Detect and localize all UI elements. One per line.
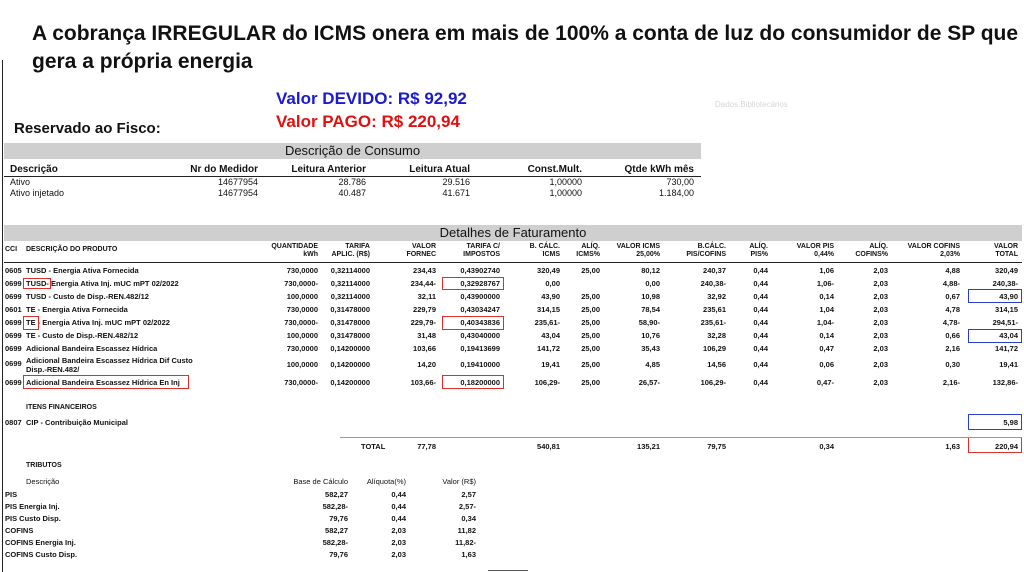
tributos-row-descricao: PIS [5, 490, 18, 499]
row-tarifa-impostos: 0,19413699 [460, 344, 500, 353]
row-bcalc-icms: 141,72 [537, 344, 560, 353]
row-aliq-icms: 25,00 [581, 360, 600, 369]
total-valor-icms: 135,21 [637, 442, 660, 451]
row-quantidade: 730,0000 [286, 344, 318, 353]
row-desc-prefix: TUSD [26, 266, 47, 275]
row-tarifa-aplic: 0,32114000 [330, 292, 370, 301]
row-aliq-pis: 0,44 [753, 266, 768, 275]
consumo-header-const-mult: Const.Mult. [527, 164, 582, 175]
highlight-te-custo-total [968, 329, 1022, 343]
row-bcalc-icms: 43,90 [541, 292, 560, 301]
faturamento-header-aliq-pis-line2: PIS% [750, 251, 768, 258]
row-bcalc-icms: 19,41 [541, 360, 560, 369]
bottom-cut-mark [488, 570, 528, 571]
consumo-header-qtde: Qtde kWh mês [624, 164, 694, 175]
row-aliq-icms: 25,00 [581, 378, 600, 387]
row-quantidade: 730,0000 [286, 266, 318, 275]
row-aliq-pis: 0,44 [753, 378, 768, 387]
tributos-row-base: 582,28- [322, 538, 348, 547]
faturamento-header-descricao: DESCRIÇÃO DO PRODUTO [26, 246, 118, 253]
row-aliq-cofins: 2,03 [873, 331, 888, 340]
total-valor-fornec: 77,78 [417, 442, 436, 451]
row-bcalc-pis: 32,92 [707, 292, 726, 301]
row-valor-cofins: 4,88 [945, 266, 960, 275]
row-desc-line2: Disp.-REN.482/ [26, 365, 80, 374]
faturamento-header-tarifa-impostos-line2: IMPOSTOS [463, 251, 500, 258]
faturamento-header-aliq-icms-line1: ALÍQ. [581, 243, 600, 250]
row-desc-suffix: - Custo de Disp.-REN.482/12 [35, 331, 139, 340]
row-desc-prefix: Adicional Bandeira Escassez Hídrica En Inj [26, 378, 180, 387]
row-quantidade: 730,0000- [284, 318, 318, 327]
faturamento-header-valor-total-line1: VALOR [994, 243, 1018, 250]
row-valor-cofins: 0,30 [945, 360, 960, 369]
total-bcalc-pis: 79,75 [707, 442, 726, 451]
row-aliq-cofins: 2,03 [873, 266, 888, 275]
row-quantidade: 100,0000 [286, 331, 318, 340]
faturamento-header-cci: CCI [5, 246, 18, 253]
row-aliq-icms: 25,00 [581, 305, 600, 314]
row-valor-total: 132,86- [992, 378, 1018, 387]
row-valor-icms: 35,43 [641, 344, 660, 353]
row-cci: 0601 [5, 305, 22, 314]
row-tarifa-aplic: 0,32114000 [330, 279, 370, 288]
tributos-row-valor: 0,34 [461, 514, 476, 523]
row-valor-pis: 1,04 [819, 305, 834, 314]
total-valor-total: 220,94 [995, 442, 1018, 451]
consumo-row-1-anterior: 28.786 [338, 177, 366, 187]
row-valor-pis: 1,06- [816, 279, 834, 288]
row-valor-fornec: 229,79- [410, 318, 436, 327]
tributos-header-base: Base de Cálculo [293, 477, 348, 486]
row-cci: 0699 [5, 318, 22, 327]
headline-line-1: A cobrança IRREGULAR do ICMS onera em mais de 100% a conta de luz do consumidor de SP que [32, 22, 1019, 45]
row-valor-fornec: 31,48 [417, 331, 436, 340]
cip-desc: CIP - Contribuição Municipal [26, 418, 128, 427]
row-bcalc-icms: 320,49 [537, 266, 560, 275]
row-valor-cofins: 0,67 [945, 292, 960, 301]
row-valor-fornec: 229,79 [413, 305, 436, 314]
highlight-te-inj-tarifa [442, 316, 504, 330]
itens-financeiros-label: ITENS FINANCEIROS [26, 404, 97, 411]
consumo-title: Descrição de Consumo [4, 143, 701, 159]
consumo-header-medidor: Nr do Medidor [190, 164, 258, 175]
row-valor-total: 314,15 [995, 305, 1018, 314]
row-aliq-cofins: 2,03 [873, 344, 888, 353]
row-aliq-pis: 0,44 [753, 292, 768, 301]
highlight-bandeira-inj-tarifa [442, 375, 504, 389]
row-desc [26, 344, 157, 353]
row-valor-fornec: 234,44- [410, 279, 436, 288]
faturamento-header-quantidade-line1: QUANTIDADE [271, 243, 318, 250]
faturamento-header-valor-cofins-line1: VALOR COFINS [907, 243, 960, 250]
row-cci: 0699 [5, 359, 22, 368]
faturamento-header-valor-total-line2: TOTAL [995, 251, 1018, 258]
valor-devido: Valor DEVIDO: R$ 92,92 [276, 89, 467, 108]
faturamento-header-rule [4, 262, 1022, 263]
consumo-row-2-mult: 1,00000 [549, 188, 582, 198]
page-left-border [2, 60, 3, 572]
row-valor-cofins: 2,16 [945, 344, 960, 353]
tributos-row-descricao: COFINS Energia Inj. [5, 538, 76, 547]
row-tarifa-impostos: 0,43900000 [460, 292, 500, 301]
row-desc-prefix: TE [26, 331, 36, 340]
faded-text: Dados Bibliotecários [715, 100, 788, 109]
faturamento-header-valor-icms-line2: 25,00% [636, 251, 660, 258]
consumo-header-leitura-anterior: Leitura Anterior [291, 164, 366, 175]
row-valor-cofins: 4,88- [942, 279, 960, 288]
tributos-row-descricao: PIS Custo Disp. [5, 514, 61, 523]
faturamento-header-valor-fornec-line1: VALOR [412, 243, 436, 250]
valor-pago: Valor PAGO: R$ 220,94 [276, 112, 460, 131]
row-bcalc-pis: 235,61- [700, 318, 726, 327]
row-valor-total: 320,49 [995, 266, 1018, 275]
headline-line-2: gera a própria energia [32, 50, 253, 73]
consumo-row-1-descricao: Ativo [10, 177, 31, 187]
faturamento-title: Detalhes de Faturamento [4, 225, 1022, 241]
row-cci: 0699 [5, 292, 22, 301]
row-valor-fornec: 103,66 [413, 344, 436, 353]
row-desc [26, 266, 139, 275]
row-aliq-cofins: 2,03 [873, 360, 888, 369]
row-tarifa-impostos: 0,43902740 [460, 266, 500, 275]
tributos-row-aliquota: 2,03 [391, 538, 406, 547]
row-valor-cofins: 0,66 [945, 331, 960, 340]
row-valor-cofins: 2,16- [942, 378, 960, 387]
faturamento-header-valor-cofins-line2: 2,03% [940, 251, 960, 258]
row-cci: 0699 [5, 331, 22, 340]
row-desc-suffix: - Energia Ativa Fornecida [35, 305, 128, 314]
total-valor-cofins: 1,63 [945, 442, 960, 451]
tributos-header-valor: Valor (R$) [442, 477, 476, 486]
row-valor-icms: 26,57- [638, 378, 660, 387]
row-tarifa-aplic: 0,31478000 [330, 331, 370, 340]
row-aliq-pis: 0,44 [753, 360, 768, 369]
consumo-row-2-medidor: 14677954 [217, 188, 258, 198]
faturamento-header-valor-icms-line1: VALOR ICMS [616, 243, 660, 250]
row-bcalc-icms: 43,04 [541, 331, 560, 340]
highlight-tusd-inj-tarifa [442, 277, 504, 290]
row-valor-cofins: 4,78 [945, 305, 960, 314]
tributos-row-base: 582,28- [322, 502, 348, 511]
row-valor-fornec: 103,66- [410, 378, 436, 387]
row-desc-prefix: TE [26, 318, 36, 327]
row-desc-suffix: - Energia Ativa Inj. mUC mPT 02/2022 [35, 318, 170, 327]
tributos-row-base: 582,27 [325, 490, 348, 499]
row-aliq-cofins: 2,03 [873, 318, 888, 327]
row-valor-pis: 1,06 [819, 266, 834, 275]
row-valor-pis: 0,47 [819, 344, 834, 353]
row-desc [26, 292, 149, 301]
row-desc-line1: Adicional Bandeira Escassez Hídrica Dif Custo [26, 356, 193, 365]
tributos-row-valor: 11,82 [457, 526, 476, 535]
row-desc-suffix: - Energia Ativa Fornecida [46, 266, 139, 275]
row-valor-total: 43,90 [999, 292, 1018, 301]
row-desc [26, 305, 128, 314]
row-tarifa-aplic: 0,14200000 [330, 344, 370, 353]
consumo-row-1-medidor: 14677954 [217, 177, 258, 187]
row-tarifa-aplic: 0,14200000 [330, 360, 370, 369]
tributos-row-valor: 2,57 [461, 490, 476, 499]
row-valor-pis: 0,47- [816, 378, 834, 387]
consumo-row-1-mult: 1,00000 [549, 177, 582, 187]
row-valor-total: 294,51- [992, 318, 1018, 327]
faturamento-header-aliq-cofins-line1: ALÍQ. [869, 243, 888, 250]
tributos-row-base: 79,76 [329, 514, 348, 523]
highlight-tusd-inj-code [23, 278, 51, 289]
tributos-row-descricao: COFINS Custo Disp. [5, 550, 78, 559]
row-valor-icms: 10,98 [641, 292, 660, 301]
faturamento-header-bcalc-pis-line2: PIS/COFINS [686, 251, 726, 258]
row-bcalc-icms: 0,00 [545, 279, 560, 288]
tributos-row-valor: 1,63 [461, 550, 476, 559]
highlight-te-inj-row-spacer [20, 316, 506, 330]
row-tarifa-aplic: 0,31478000 [330, 305, 370, 314]
row-cci: 0699 [5, 344, 22, 353]
row-valor-fornec: 14,20 [417, 360, 436, 369]
tributos-header-aliquota: Alíquota(%) [366, 477, 406, 486]
faturamento-header-valor-pis-line2: 0,44% [814, 251, 834, 258]
faturamento-header-valor-pis-line1: VALOR PIS [796, 243, 834, 250]
row-valor-pis: 0,14 [819, 331, 834, 340]
tributos-row-descricao: COFINS [5, 526, 34, 535]
row-valor-pis: 0,14 [819, 292, 834, 301]
row-tarifa-impostos: 0,18200000 [460, 378, 500, 387]
row-aliq-icms: 25,00 [581, 292, 600, 301]
row-bcalc-icms: 106,29- [534, 378, 560, 387]
row-quantidade: 730,0000- [284, 378, 318, 387]
row-aliq-pis: 0,44 [753, 344, 768, 353]
row-aliq-cofins: 2,03 [873, 305, 888, 314]
row-bcalc-pis: 32,28 [707, 331, 726, 340]
row-quantidade: 100,0000 [286, 360, 318, 369]
row-valor-icms: 10,76 [641, 331, 660, 340]
faturamento-header-quantidade-line2: kWh [303, 251, 318, 258]
row-valor-icms: 80,12 [641, 266, 660, 275]
faturamento-header-bcalc-pis-line1: B.CÁLC. [697, 243, 726, 250]
headline [32, 20, 1018, 76]
tributos-row-valor: 11,82- [455, 538, 476, 547]
tributos-row-aliquota: 0,44 [391, 514, 406, 523]
faturamento-header-tarifa-aplic-line1: TARIFA [345, 243, 370, 250]
tributos-row-base: 582,27 [325, 526, 348, 535]
row-desc-prefix: TUSD [26, 292, 47, 301]
row-desc-prefix: Adicional Bandeira Escassez Hídrica [26, 344, 158, 353]
row-tarifa-impostos: 0,43040000 [460, 331, 500, 340]
faturamento-header-tarifa-impostos-line1: TARIFA C/ [466, 243, 500, 250]
cip-valor-total: 5,98 [1003, 418, 1018, 427]
reservado-ao-fisco: Reservado ao Fisco: [14, 120, 161, 137]
row-aliq-pis: 0,44 [753, 305, 768, 314]
row-quantidade: 730,0000 [286, 305, 318, 314]
tributos-title: TRIBUTOS [26, 462, 62, 469]
row-bcalc-pis: 240,38- [700, 279, 726, 288]
row-tarifa-aplic: 0,31478000 [330, 318, 370, 327]
total-valor-pis: 0,34 [819, 442, 834, 451]
row-aliq-pis: 0,44 [753, 331, 768, 340]
highlight-bandeira-inj-desc [23, 375, 189, 389]
row-tarifa-impostos: 0,43034247 [460, 305, 500, 314]
row-bcalc-icms: 314,15 [537, 305, 560, 314]
row-desc-suffix: - Energia Ativa Inj. mUC mPT 02/2022 [46, 279, 179, 288]
row-aliq-icms: 25,00 [581, 266, 600, 275]
row-tarifa-aplic: 0,32114000 [330, 266, 370, 275]
faturamento-header-aliq-icms-line2: ICMS% [576, 251, 600, 258]
row-quantidade: 100,0000 [286, 292, 318, 301]
row-aliq-icms: 25,00 [581, 331, 600, 340]
consumo-header-descricao: Descrição [10, 164, 58, 175]
consumo-row-1-atual: 29.516 [442, 177, 470, 187]
row-bcalc-pis: 106,29 [703, 344, 726, 353]
row-bcalc-pis: 106,29- [700, 378, 726, 387]
faturamento-header-bcalc-icms-line1: B. CÁLC. [529, 243, 560, 250]
consumo-header-leitura-atual: Leitura Atual [409, 164, 470, 175]
tributos-row-valor: 2,57- [458, 502, 476, 511]
consumo-row-2-qtde: 1.184,00 [658, 188, 694, 198]
row-valor-fornec: 32,11 [417, 292, 436, 301]
row-aliq-pis: 0,44 [753, 279, 768, 288]
consumo-row-1-qtde: 730,00 [666, 177, 694, 187]
row-valor-total: 43,04 [999, 331, 1018, 340]
row-desc-prefix: TUSD [26, 279, 47, 288]
tributos-row-descricao: PIS Energia Inj. [5, 502, 60, 511]
row-valor-fornec: 234,43 [413, 266, 436, 275]
total-rule [340, 437, 1022, 438]
consumo-row-2-atual: 41.671 [442, 188, 470, 198]
row-tarifa-impostos: 0,19410000 [460, 360, 500, 369]
cip-cci: 0807 [5, 418, 22, 427]
tributos-row-aliquota: 2,03 [391, 550, 406, 559]
faturamento-header-valor-fornec-line2: FORNEC [406, 251, 436, 258]
row-aliq-pis: 0,44 [753, 318, 768, 327]
total-bcalc-icms: 540,81 [537, 442, 560, 451]
row-bcalc-pis: 240,37 [703, 266, 726, 275]
faturamento-header-aliq-cofins-line2: COFINS% [855, 251, 888, 258]
faturamento-header-tarifa-aplic-line2: APLIC. (R$) [331, 251, 370, 258]
row-aliq-cofins: 2,03 [873, 279, 888, 288]
row-desc [26, 331, 138, 340]
tributos-row-aliquota: 0,44 [391, 502, 406, 511]
row-valor-icms: 58,90- [638, 318, 660, 327]
row-cci: 0699 [5, 378, 22, 387]
row-cci: 0605 [5, 266, 22, 275]
faturamento-header-aliq-pis-line1: ALÍQ. [749, 243, 768, 250]
row-desc-suffix: - Custo de Disp.-REN.482/12 [46, 292, 149, 301]
row-bcalc-icms: 235,61- [534, 318, 560, 327]
row-valor-icms: 78,54 [641, 305, 660, 314]
row-quantidade: 730,0000- [284, 279, 318, 288]
highlight-tusd-custo-total [968, 289, 1022, 303]
row-valor-total: 19,41 [999, 360, 1018, 369]
tributos-header-descricao: Descrição [26, 477, 60, 486]
row-valor-pis: 0,06 [819, 360, 834, 369]
row-bcalc-pis: 14,56 [707, 360, 726, 369]
row-desc-prefix: TE [26, 305, 36, 314]
tributos-row-aliquota: 2,03 [391, 526, 406, 535]
tributos-row-base: 79,76 [329, 550, 348, 559]
row-valor-total: 240,38- [992, 279, 1018, 288]
tributos-row-aliquota: 0,44 [391, 490, 406, 499]
row-valor-cofins: 4,78- [942, 318, 960, 327]
row-valor-icms: 0,00 [645, 279, 660, 288]
row-cci: 0699 [5, 279, 22, 288]
row-valor-pis: 1,04- [816, 318, 834, 327]
row-valor-icms: 4,85 [645, 360, 660, 369]
row-aliq-cofins: 2,03 [873, 378, 888, 387]
row-aliq-icms: 25,00 [581, 318, 600, 327]
row-bcalc-pis: 235,61 [703, 305, 726, 314]
consumo-row-2-descricao: Ativo injetado [10, 188, 65, 198]
row-tarifa-impostos: 0,40343836 [460, 318, 500, 327]
faturamento-header-bcalc-icms-line2: ICMS [542, 251, 560, 258]
row-valor-total: 141,72 [995, 344, 1018, 353]
total-label: TOTAL [361, 442, 386, 451]
row-aliq-cofins: 2,03 [873, 292, 888, 301]
row-aliq-icms: 25,00 [581, 344, 600, 353]
row-tarifa-aplic: 0,14200000 [330, 378, 370, 387]
consumo-row-2-anterior: 40.487 [338, 188, 366, 198]
row-tarifa-impostos: 0,32928767 [460, 279, 500, 288]
